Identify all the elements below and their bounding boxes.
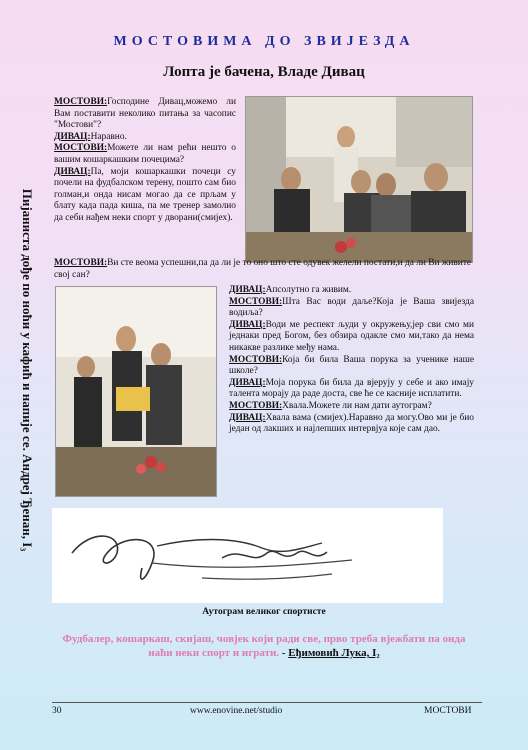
photo-award-ceremony [55,286,217,497]
interview-line: ДИВАЦ:Води ме респект људи у окружењу,јер сви смо ми једнаки пред Богом, без обзира одакле смо ми,тако да нема никакве разлике међу нама. [229,319,474,353]
section-title: МОСТОВИМА ДО ЗВИЈЕЗДА [113,34,415,49]
quote-author: Еђимовић Лука, I₂ [288,647,380,659]
interview-bottom-column [229,285,474,436]
footer-magazine: МОСТОВИ [424,706,472,716]
side-text-block [14,160,40,580]
interview-top-column [54,97,236,225]
interview-line: ДИВАЦ:Моја порука би била да вјерују у себе и ако имају талента морају да раде доста, све ће се касније исплатити. [229,377,474,400]
interview-line: ДИВАЦ:Па, моји кошаркашки почеци су почели на фудбалском терену, пошто сам био голман,и онда нисам могао да се прљам у блату када пада киша, па ме тренер замолио да себи нађем неки спорт у дворани(смијех). [54,166,236,223]
interview-line: ДИВАЦ:Наравно. [54,131,127,142]
quote-block [52,632,476,660]
quote-text: Фудбалер, кошаркаш, скијаш, човјек који ради све, прво треба вјежбати па онда наћи неки спорт и играти. [62,633,466,659]
interview-line: МОСТОВИ:Господине Дивац,можемо ли Вам поставити неколико питања за часопис "Мостови"? [54,97,236,131]
interview-line: МОСТОВИ:Шта Вас води даље?Која је Ваша звијезда водиља? [229,296,474,319]
footer-url: www.enovine.net/studio [190,706,283,716]
interview-wide-line: МОСТОВИ:Ви сте веома успешни,па да ли је то оно што сте одувек желели постати,и да ли Ви живите свој сан? [54,258,472,280]
page-number: 30 [52,706,62,716]
autograph-caption: Аутограм великог спортисте [202,607,326,617]
quote-dash: - [281,647,286,659]
interview-line: ДИВАЦ:Хвала вама (смијех).Наравно да могу.Ово ми је био један од лакших и најлепших интервјуа које сам дао. [229,412,474,435]
interview-line: ДИВАЦ:Апсолутно га живим. [229,285,352,295]
photo-press-conference [245,96,473,263]
interview-line: МОСТОВИ:Која би била Ваша порука за ученике наше школе? [229,354,474,377]
autograph-image [52,508,443,603]
article-title: Лопта је бачена, Владе Дивац [163,64,365,80]
interview-line: МОСТОВИ:Можете ли нам рећи нешто о вашим кошаркашким почецима? [54,143,236,165]
interview-line: МОСТОВИ:Хвала.Можете ли нам дати аутограм? [229,400,432,411]
side-vertical-text: Пијаниста дође по ноћи у кафић и напије се. Андреј Ђенан, I₃ [20,188,35,552]
footer-rule [52,702,482,703]
